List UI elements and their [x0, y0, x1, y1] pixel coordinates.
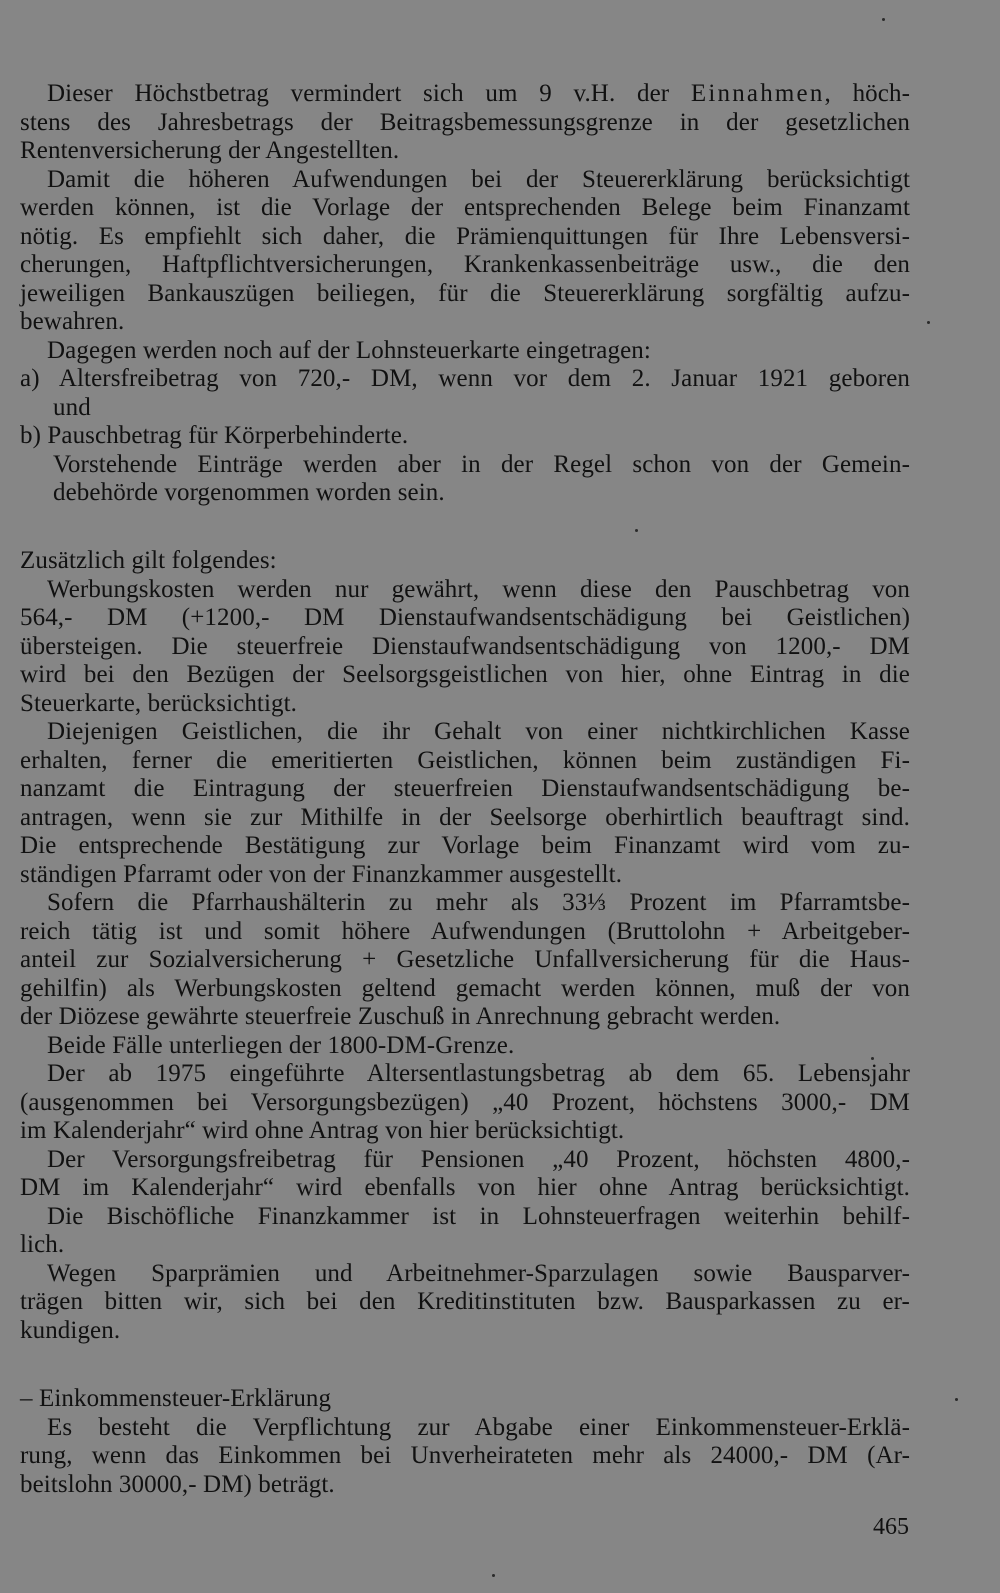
- text-line: lich.: [20, 1231, 65, 1258]
- text-line: Dagegen werden noch auf der Lohnsteuerkarte eingetragen:: [47, 337, 651, 364]
- text-line: Damit die höheren Aufwendungen bei der Steuererklärung berücksichtigt: [47, 166, 910, 193]
- scan-speck: [635, 529, 638, 532]
- text-line: Die entsprechende Bestätigung zur Vorlage beim Finanzamt wird vom zu-: [20, 832, 910, 859]
- text-line: bewahren.: [20, 308, 125, 335]
- text-line: im Kalenderjahr“ wird ohne Antrag von hier berücksichtigt.: [20, 1117, 625, 1144]
- text-line: gehilfin) als Werbungskosten geltend gemacht werden können, muß der von: [20, 975, 910, 1002]
- list-item-b: b) Pauschbetrag für Körperbehinderte.: [20, 422, 409, 449]
- text-line: Werbungskosten werden nur gewährt, wenn diese den Pauschbetrag von: [47, 576, 910, 603]
- scan-speck: [927, 321, 930, 324]
- text-line: kundigen.: [20, 1317, 121, 1344]
- scan-speck: [882, 18, 885, 21]
- text-line: Beide Fälle unterliegen der 1800-DM-Grenze.: [47, 1032, 515, 1059]
- text-line: Wegen Sparprämien und Arbeitnehmer-Sparzulagen sowie Bausparver-: [47, 1260, 910, 1287]
- text-line: Es besteht die Verpflichtung zur Abgabe einer Einkommensteuer-Erklä-: [47, 1414, 910, 1441]
- scan-speck: [492, 1574, 495, 1577]
- list-item-a: a) Altersfreibetrag von 720,- DM, wenn vor dem 2. Januar 1921 geboren: [20, 365, 910, 392]
- text-line: nötig. Es empfiehlt sich daher, die Prämienquittungen für Ihre Lebensversi-: [20, 223, 910, 250]
- text-line: beitslohn 30000,- DM) beträgt.: [20, 1471, 335, 1498]
- text-line: anteil zur Sozialversicherung + Gesetzliche Unfallversicherung für die Haus-: [20, 946, 910, 973]
- text-line: (ausgenommen bei Versorgungsbezügen) „40 Prozent, höchstens 3000,- DM: [20, 1089, 910, 1116]
- text-line: reich tätig ist und somit höhere Aufwendungen (Bruttolohn + Arbeitgeber-: [20, 918, 910, 945]
- text-line: stens des Jahresbetrags der Beitragsbemessungsgrenze in der gesetzlichen: [20, 109, 910, 136]
- text-line: DM im Kalenderjahr“ wird ebenfalls von hier ohne Antrag berücksichtigt.: [20, 1174, 910, 1201]
- page-number: 465: [873, 1514, 909, 1540]
- text-line: trägen bitten wir, sich bei den Kreditinstituten bzw. Bausparkassen zu er-: [20, 1288, 910, 1315]
- text-line: Rentenversicherung der Angestellten.: [20, 137, 400, 164]
- text-line: der Diözese gewährte steuerfreie Zuschuß in Anrechnung gebracht werden.: [20, 1003, 781, 1030]
- scan-speck: [871, 1057, 874, 1060]
- text-line: antragen, wenn sie zur Mithilfe in der Seelsorge oberhirtlich beauftragt sind.: [20, 804, 910, 831]
- text-segment: Dieser Höchstbetrag vermindert sich um 9 v.H. der: [47, 80, 691, 107]
- text-line: 564,- DM (+1200,- DM Dienstaufwandsentschädigung bei Geistlichen): [20, 604, 910, 631]
- section-heading: Zusätzlich gilt folgendes:: [20, 547, 277, 574]
- text-line: cherungen, Haftpflichtversicherungen, Krankenkassenbeiträge usw., die den: [20, 251, 910, 278]
- text-line: [47, 79, 910, 108]
- text-line: und: [53, 394, 91, 421]
- text-line: Vorstehende Einträge werden aber in der Regel schon von der Gemein-: [53, 451, 910, 478]
- text-line: wird bei den Bezügen der Seelsorgsgeistlichen von hier, ohne Eintrag in die: [20, 661, 910, 688]
- text-line: werden können, ist die Vorlage der entsprechenden Belege beim Finanzamt: [20, 194, 910, 221]
- text-line: erhalten, ferner die emeritierten Geistlichen, können beim zuständigen Fi-: [20, 747, 910, 774]
- text-line: debehörde vorgenommen worden sein.: [53, 479, 445, 506]
- scan-speck: [955, 1398, 958, 1401]
- text-line: Steuerkarte, berücksichtigt.: [20, 690, 298, 717]
- emphasized-word: Einnahmen: [690, 80, 825, 107]
- text-line: rung, wenn das Einkommen bei Unverheirateten mehr als 24000,- DM (Ar-: [20, 1442, 910, 1469]
- text-line: Der Versorgungsfreibetrag für Pensionen „40 Prozent, höchsten 4800,-: [47, 1146, 910, 1173]
- text-line: Diejenigen Geistlichen, die ihr Gehalt von einer nichtkirchlichen Kasse: [47, 718, 910, 745]
- section-heading: – Einkommensteuer-Erklärung: [20, 1385, 332, 1412]
- text-line: jeweiligen Bankauszügen beiliegen, für die Steuererklärung sorgfältig aufzu-: [20, 280, 910, 307]
- text-line: Der ab 1975 eingeführte Altersentlastungsbetrag ab dem 65. Lebensjahr: [47, 1060, 910, 1087]
- text-line: übersteigen. Die steuerfreie Dienstaufwandsentschädigung von 1200,- DM: [20, 633, 910, 660]
- text-line: nanzamt die Eintragung der steuerfreien Dienstaufwandsentschädigung be-: [20, 775, 910, 802]
- text-line: Sofern die Pfarrhaushälterin zu mehr als 33⅓ Prozent im Pfarramtsbe-: [47, 889, 910, 916]
- text-segment: , höch-: [824, 80, 910, 107]
- text-line: Die Bischöfliche Finanzkammer ist in Lohnsteuerfragen weiterhin behilf-: [47, 1203, 910, 1230]
- text-line: ständigen Pfarramt oder von der Finanzkammer ausgestellt.: [20, 861, 623, 888]
